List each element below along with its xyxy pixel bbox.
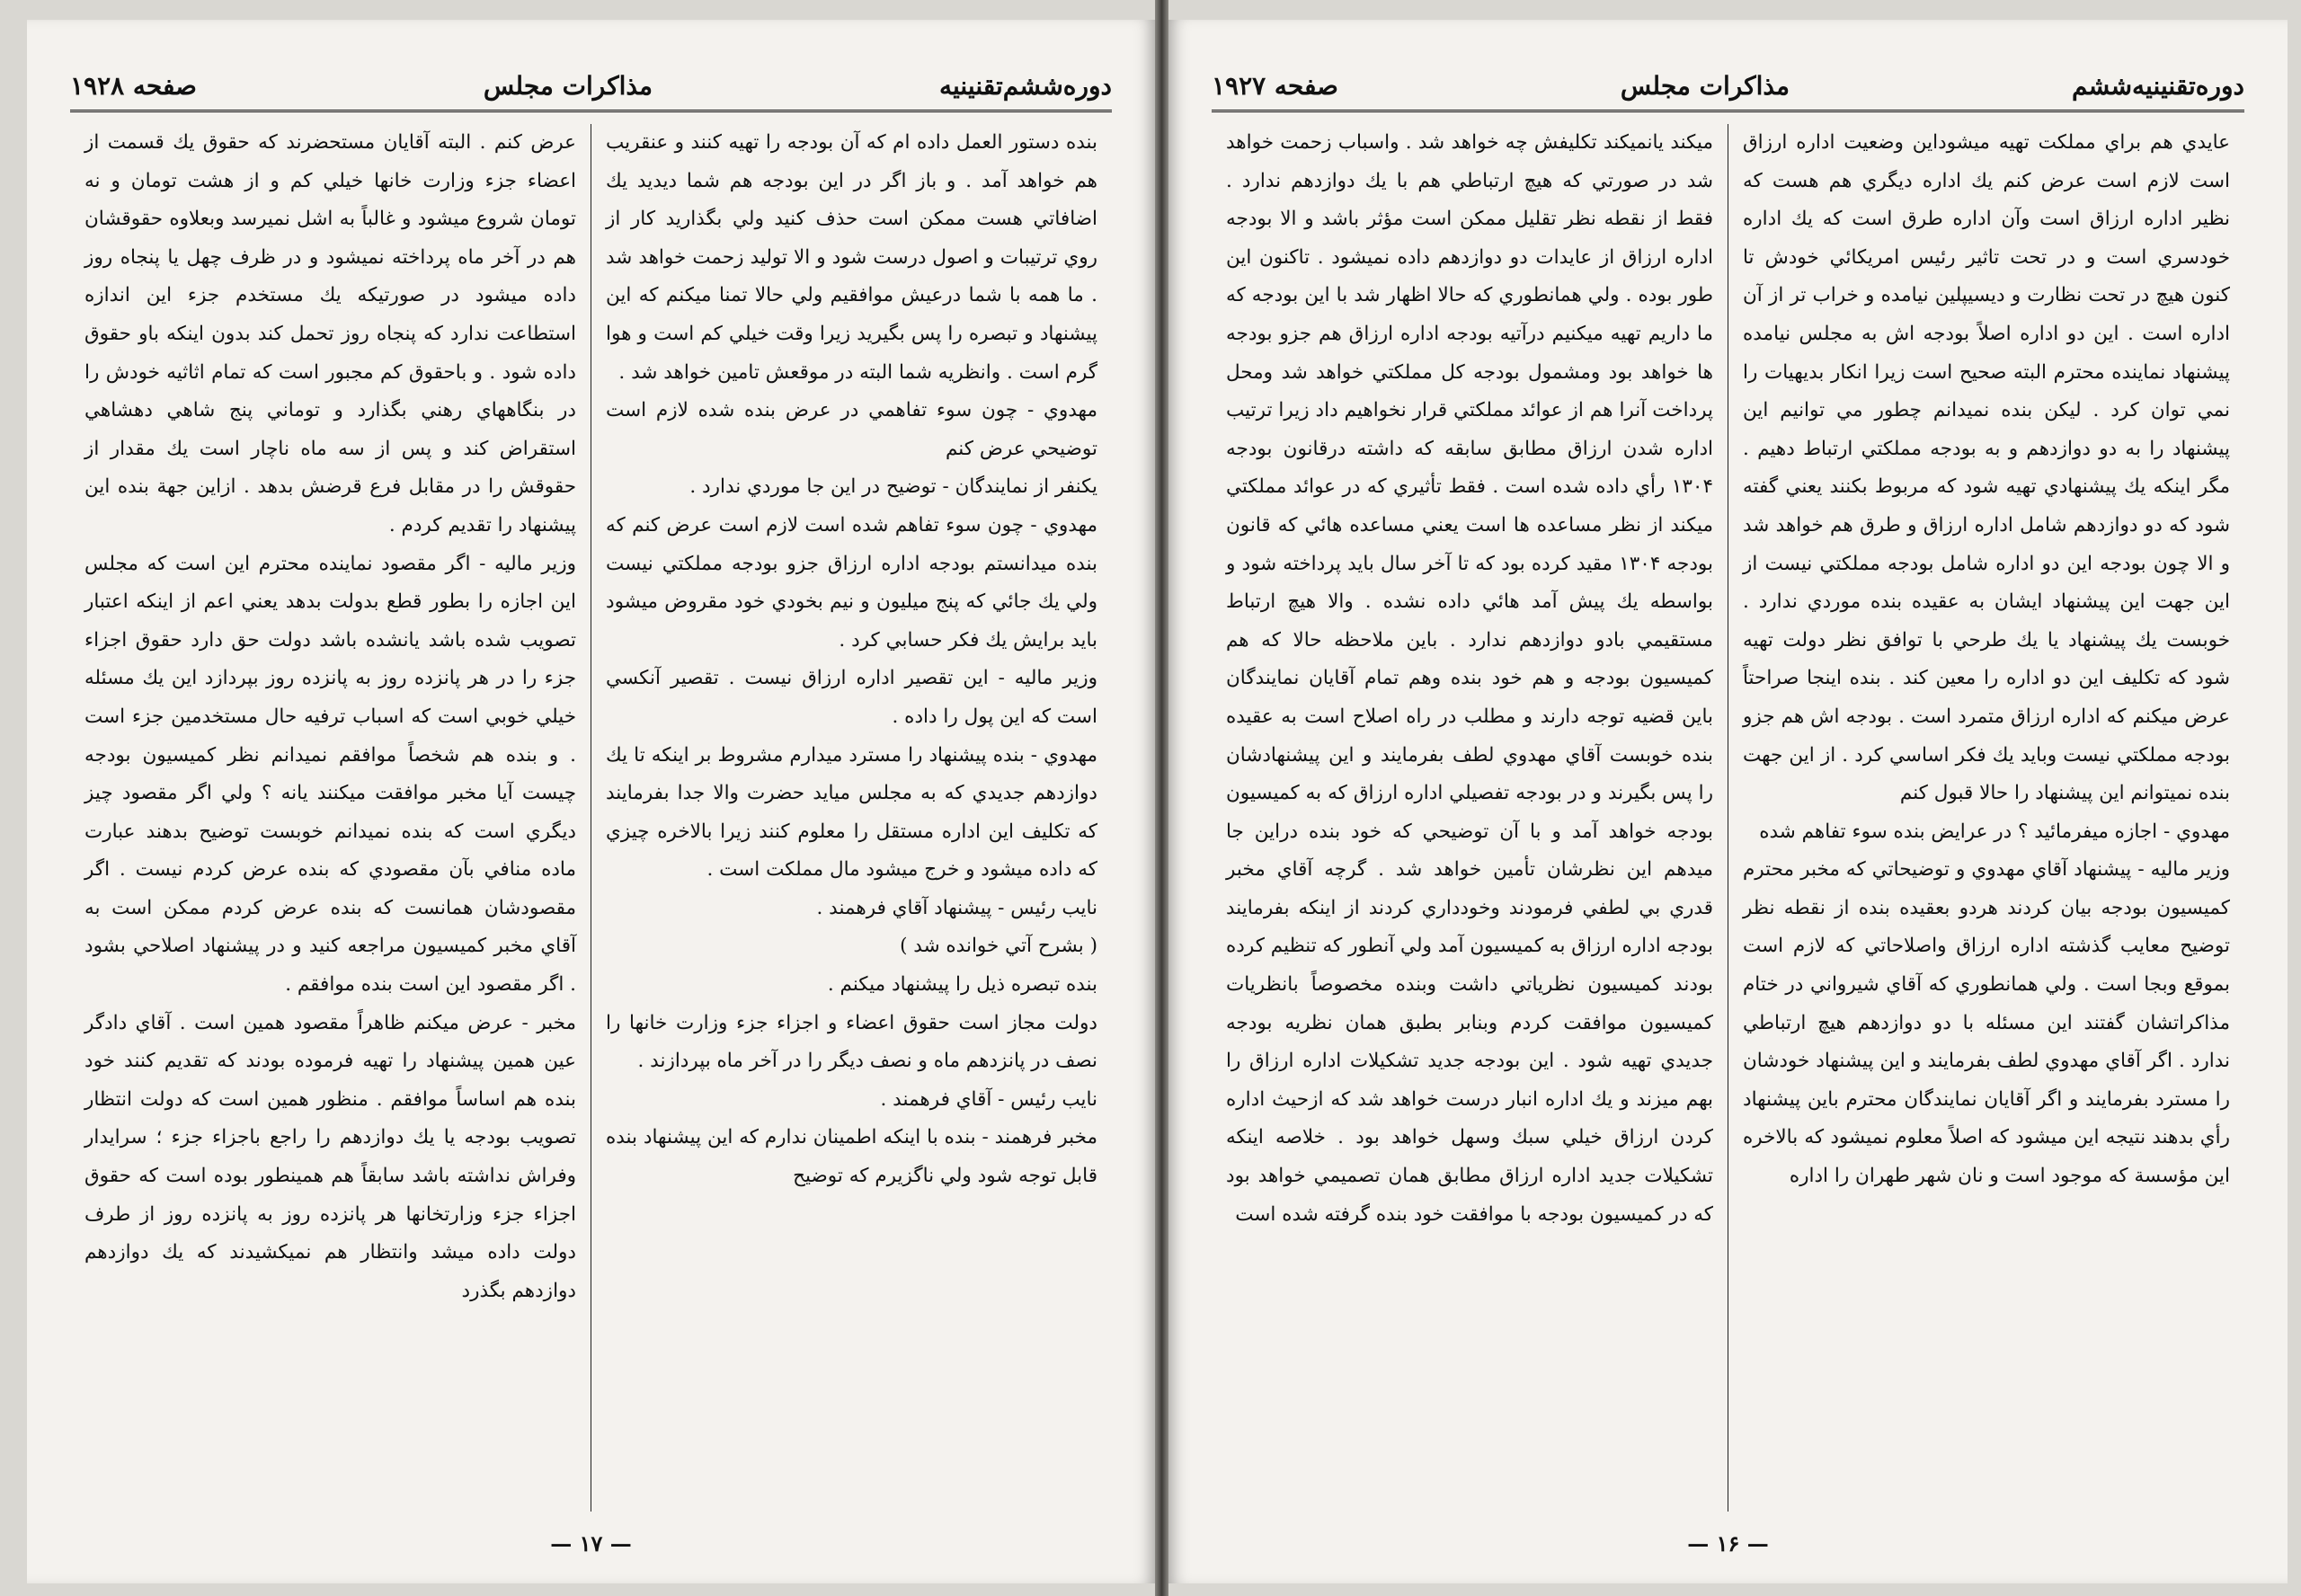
right-page-number-label: صفحه ۱۹۲۷	[1212, 70, 1338, 101]
right-page	[1168, 20, 2288, 1583]
right-page-footer: — ۱۶ —	[1687, 1530, 1769, 1556]
left-page-header	[70, 61, 1112, 112]
left-page-column-right: بنده دستور العمل داده ام كه آن بودجه را تهيه كنند و عنقريب هم خواهد آمد . و باز اگر در اين بودجه هم شما ديديد يك اضافاتي هست ممكن است حذف كنيد ولي بگذاريد كار از روي ترتيبات و اصول درست شود و الا توليد زحمت خواهد شد . ما همه با شما درعيش موافقيم ولي حالا تمنا ميكنم كه اين پيشنهاد و تبصره را پس بگيريد زيرا وقت خيلي كم است و هوا گرم است . وانظريه شما البته در موقعش تامين خواهد شد . مهدوي - چون سوء تفاهمي در عرض بنده شده لازم است توضيحي عرض كنم يكنفر از نمايندگان - توضيح در اين جا موردي ندارد . مهدوي - چون سوء تفاهم شده است لازم است عرض كنم كه بنده ميدانستم بودجه اداره ارزاق جزو بودجه مملكتي نيست ولي يك جائي كه پنج ميليون و نيم بخودي خود مقروض ميشود بايد برايش يك فكر حسابي كرد . وزير ماليه - اين تقصير اداره ارزاق نيست . تقصير آنكسي است كه اين پول را داده . مهدوي - بنده پيشنهاد را مسترد ميدارم مشروط بر اينكه تا يك دوازدهم جديدي كه به مجلس ميايد حضرت والا جدا بفرمايند كه تكليف اين اداره مستقل را معلوم كنند زيرا بالاخره چيزي كه داده ميشود و خرج ميشود مال مملكت است . نايب رئيس - پيشنهاد آقاي فرهمند . ( بشرح آتي خوانده شد ) بنده تبصره ذيل را پيشنهاد ميكنم . دولت مجاز است حقوق اعضاء و اجزاء جزء وزارت خانها را نصف در پانزدهم ماه و نصف ديگر را در آخر ماه بپردازند . نايب رئيس - آقاي فرهمند . مخبر فرهمند - بنده با اينكه اطمينان ندارم كه اين پيشنهاد بنده قابل توجه شود ولي ناگزيرم كه توضيح	[606, 131, 1097, 1188]
right-page-column-right: عايدي هم براي مملكت تهيه ميشوداين وضعيت اداره ارزاق است لازم است عرض كنم يك اداره ديگري هم هست كه نظير اداره ارزاق است وآن اداره طرق است كه يك اداره خودسري است و در تحت تاثير رئيس امريكائي خودش تا كنون هيچ در تحت نظارت و ديسيپلين نيامده و خراب تر از آن اداره است . اين دو اداره اصلاً بودجه اش به مجلس نيامده پيشنهاد نماينده محترم البته صحيح است زيرا انكار بديهيات را نمي توان كرد . ليكن بنده نميدانم چطور مي توانيم اين پيشنهاد را به دو دوازدهم و به بودجه مملكتي ارتباط دهيم . مگر اينكه يك پيشنهادي تهيه شود كه مربوط بكنند يعني گفته شود كه دو دوازدهم شامل اداره ارزاق و طرق هم خواهد شد و الا چون بودجه اين دو اداره شامل بودجه مملكتي نيست از اين جهت اين پيشنهاد ايشان به عقيده بنده موردي ندارد . خوبست يك پيشنهاد يا يك طرحي با توافق نظر دولت تهيه شود كه تكليف اين دو اداره را معين كند . بنده اينجا صراحتاً عرض ميكنم كه اداره ارزاق متمرد است . بودجه اش هم جزو بودجه مملكتي نيست وبايد يك فكر اساسي كرد . از اين جهت بنده نميتوانم اين پيشنهاد را حالا قبول كنم مهدوي - اجازه ميفرمائيد ؟ در عرايض بنده سوء تفاهم شده وزير ماليه - پيشنهاد آقاي مهدوي و توضيحاتي كه مخبر محترم كميسيون بودجه بيان كردند هردو بعقيده بنده از نقطه نظر توضيح معايب گذشته اداره ارزاق واصلاحاتي كه لازم است بموقع وبجا است . ولي همانطوري كه آقاي شيرواني در ختام مذاكراتشان گفتند اين مسئله با دو دوازدهم هيچ ارتباطي ندارد . اگر آقاي مهدوي لطف بفرمايند و اين پيشنهاد خودشان را مسترد بفرمايند و اگر آقايان نمايندگان محترم باين پيشنهاد رأي بدهند نتيجه اين ميشود كه اصلاً معلوم نميشود كه بالاخره اين مؤسسة كه موجود است و نان شهر طهران را اداره	[1743, 131, 2230, 1188]
book-gutter	[1155, 0, 1168, 1596]
right-page-column-left: ميكند يانميكند تكليفش چه خواهد شد . واسباب زحمت خواهد شد در صورتي كه هيچ ارتباطي هم با يك دوازدهم ندارد . فقط از نقطه نظر تقليل ممكن است مؤثر باشد و الا بودجه اداره ارزاق از عايدات دو دوازدهم داده نميشود . تاكنون اين طور بوده . ولي همانطوري كه حالا اظهار شد با اين بودجه كه ما داريم تهيه ميكنيم درآتيه بودجه اداره ارزاق هم جزو بودجه ها خواهد بود ومشمول بودجه كل مملكتي خواهد شد ومحل پرداخت آنرا هم از عوائد مملكتي قرار نخواهيم داد زيرا ترتيب اداره شدن ارزاق مطابق سابقه كه داشته درقانون بودجه ۱۳۰۴ رأي داده شده است . فقط تأثيري كه در عوائد مملكتي ميكند از نظر مساعده ها است يعني مساعده هائي كه قانون بودجه ۱۳۰۴ مقيد كرده بود كه تا آخر سال بايد پرداخته شود و بواسطه يك پيش آمد هائي داده نشده . والا هيچ ارتباط مستقيمي بادو دوازدهم ندارد . باين ملاحظه حالا كه هم كميسيون بودجه و هم خود بنده وهم تمام آقايان نمايندگان باين قضيه توجه دارند و مطلب در راه اصلاح است به عقيده بنده خوبست آقاي مهدوي لطف بفرمايند و اين پيشنهادشان را پس بگيرند و در بودجه تفصيلي اداره ارزاق كه به كميسيون بودجه خواهد آمد و با آن توضيحي كه خود بنده دراين جا ميدهم اين نظرشان تأمين خواهد شد . گرچه آقاي مخبر قدري بي لطفي فرمودند وخودداري كردند از اينكه بفرمايند بودجه اداره ارزاق به كميسيون آمد ولي آنطور كه تنظيم كرده بودند كميسيون نظرياتي داشت وبنده مخصوصاً بانظريات كميسيون موافقت كردم وبنابر بطبق همان نظريه بودجه جديدي تهيه شود . اين بودجه جديد تشكيلات اداره ارزاق را بهم ميزند و يك اداره انبار درست خواهد شد كه ازحيث اداره كردن ارزاق خيلي سبك وسهل خواهد بود . خلاصه اينكه تشكيلات جديد اداره ارزاق مطابق همان تصميمي خواهد بود كه در كميسيون بودجه با موافقت خود بنده گرفته شده است	[1212, 124, 1728, 1512]
left-page-number-label: صفحه ۱۹۲۸	[70, 70, 197, 101]
left-volume-label: دوره‌ششم‌تقنینیه	[938, 70, 1112, 101]
right-running-title: مذاكرات مجلس	[1620, 70, 1790, 101]
left-page	[27, 20, 1155, 1583]
right-page-header	[1212, 61, 2244, 112]
left-page-footer: — ۱۷ —	[550, 1530, 632, 1556]
left-page-columns	[70, 124, 1112, 1512]
right-volume-label: دوره‌تقنينيه‌ششم	[2071, 70, 2244, 101]
right-page-columns	[1212, 124, 2244, 1512]
left-running-title: مذاكرات مجلس	[483, 70, 653, 101]
left-page-column-left: عرض كنم . البته آقايان مستحضرند كه حقوق يك قسمت از اعضاء جزء وزارت خانها خيلي كم و از هشت تومان و نه تومان شروع ميشود و غالباً به اشل نميرسد وبعلاوه حقوقشان هم در آخر ماه پرداخته نميشود و در ظرف چهل يا پنجاه روز داده ميشود در صورتيكه يك مستخدم جزء اين اندازه استطاعت ندارد كه پنجاه روز تحمل كند بدون اينكه باو حقوق داده شود . و باحقوق كم مجبور است كه تمام اثاثيه خودش را در بنگاههاي رهني بگذارد و توماني پنج شاهي دهشاهي استقراض كند و پس از سه ماه ناچار است يك مقدار از حقوقش را در مقابل فرع قرضش بدهد . ازاين جهة بنده اين پيشنهاد را تقديم كردم . وزير ماليه - اگر مقصود نماينده محترم اين است كه مجلس اين اجازه را بطور قطع بدولت بدهد يعني اعم از اينكه اعتبار تصويب شده باشد يانشده باشد دولت حق دارد حقوق اجزاء جزء را در هر پانزده روز به پانزده روز بپردازد اين يك مسئله خيلي خوبي است كه اسباب ترفيه حال مستخدمين جزء است . و بنده هم شخصاً موافقم نميدانم نظر كميسيون بودجه چيست آيا مخبر موافقت ميكنند يانه ؟ ولي اگر مقصود چيز ديگري است كه بنده نميدانم خوبست توضيح بدهند عبارت ماده منافي بآن مقصودي كه بنده عرض كردم نيست . اگر مقصودشان همانست كه بنده عرض كردم ممكن است به آقاي مخبر كميسيون مراجعه كنيد و در پيشنهاد اصلاحي بشود . اگر مقصود اين است بنده موافقم . مخبر - عرض ميكنم ظاهراً مقصود همين است . آقاي دادگر عين همين پيشنهاد را تهيه فرموده بودند كه تقديم كنند خود بنده هم اساساً موافقم . منظور همين است كه دولت انتظار تصويب بودجه يا يك دوازدهم را راجع باجزاء جزء ؛ سرايدار وفراش نداشته باشد سابقاً هم همينطور بوده است كه حقوق اجزاء جزء وزارتخانها هر پانزده روز به پانزده روز از طرف دولت داده ميشد وانتظار هم نميكشيدند كه يك دوازدهم دوازدهم بگذرد	[70, 124, 591, 1512]
